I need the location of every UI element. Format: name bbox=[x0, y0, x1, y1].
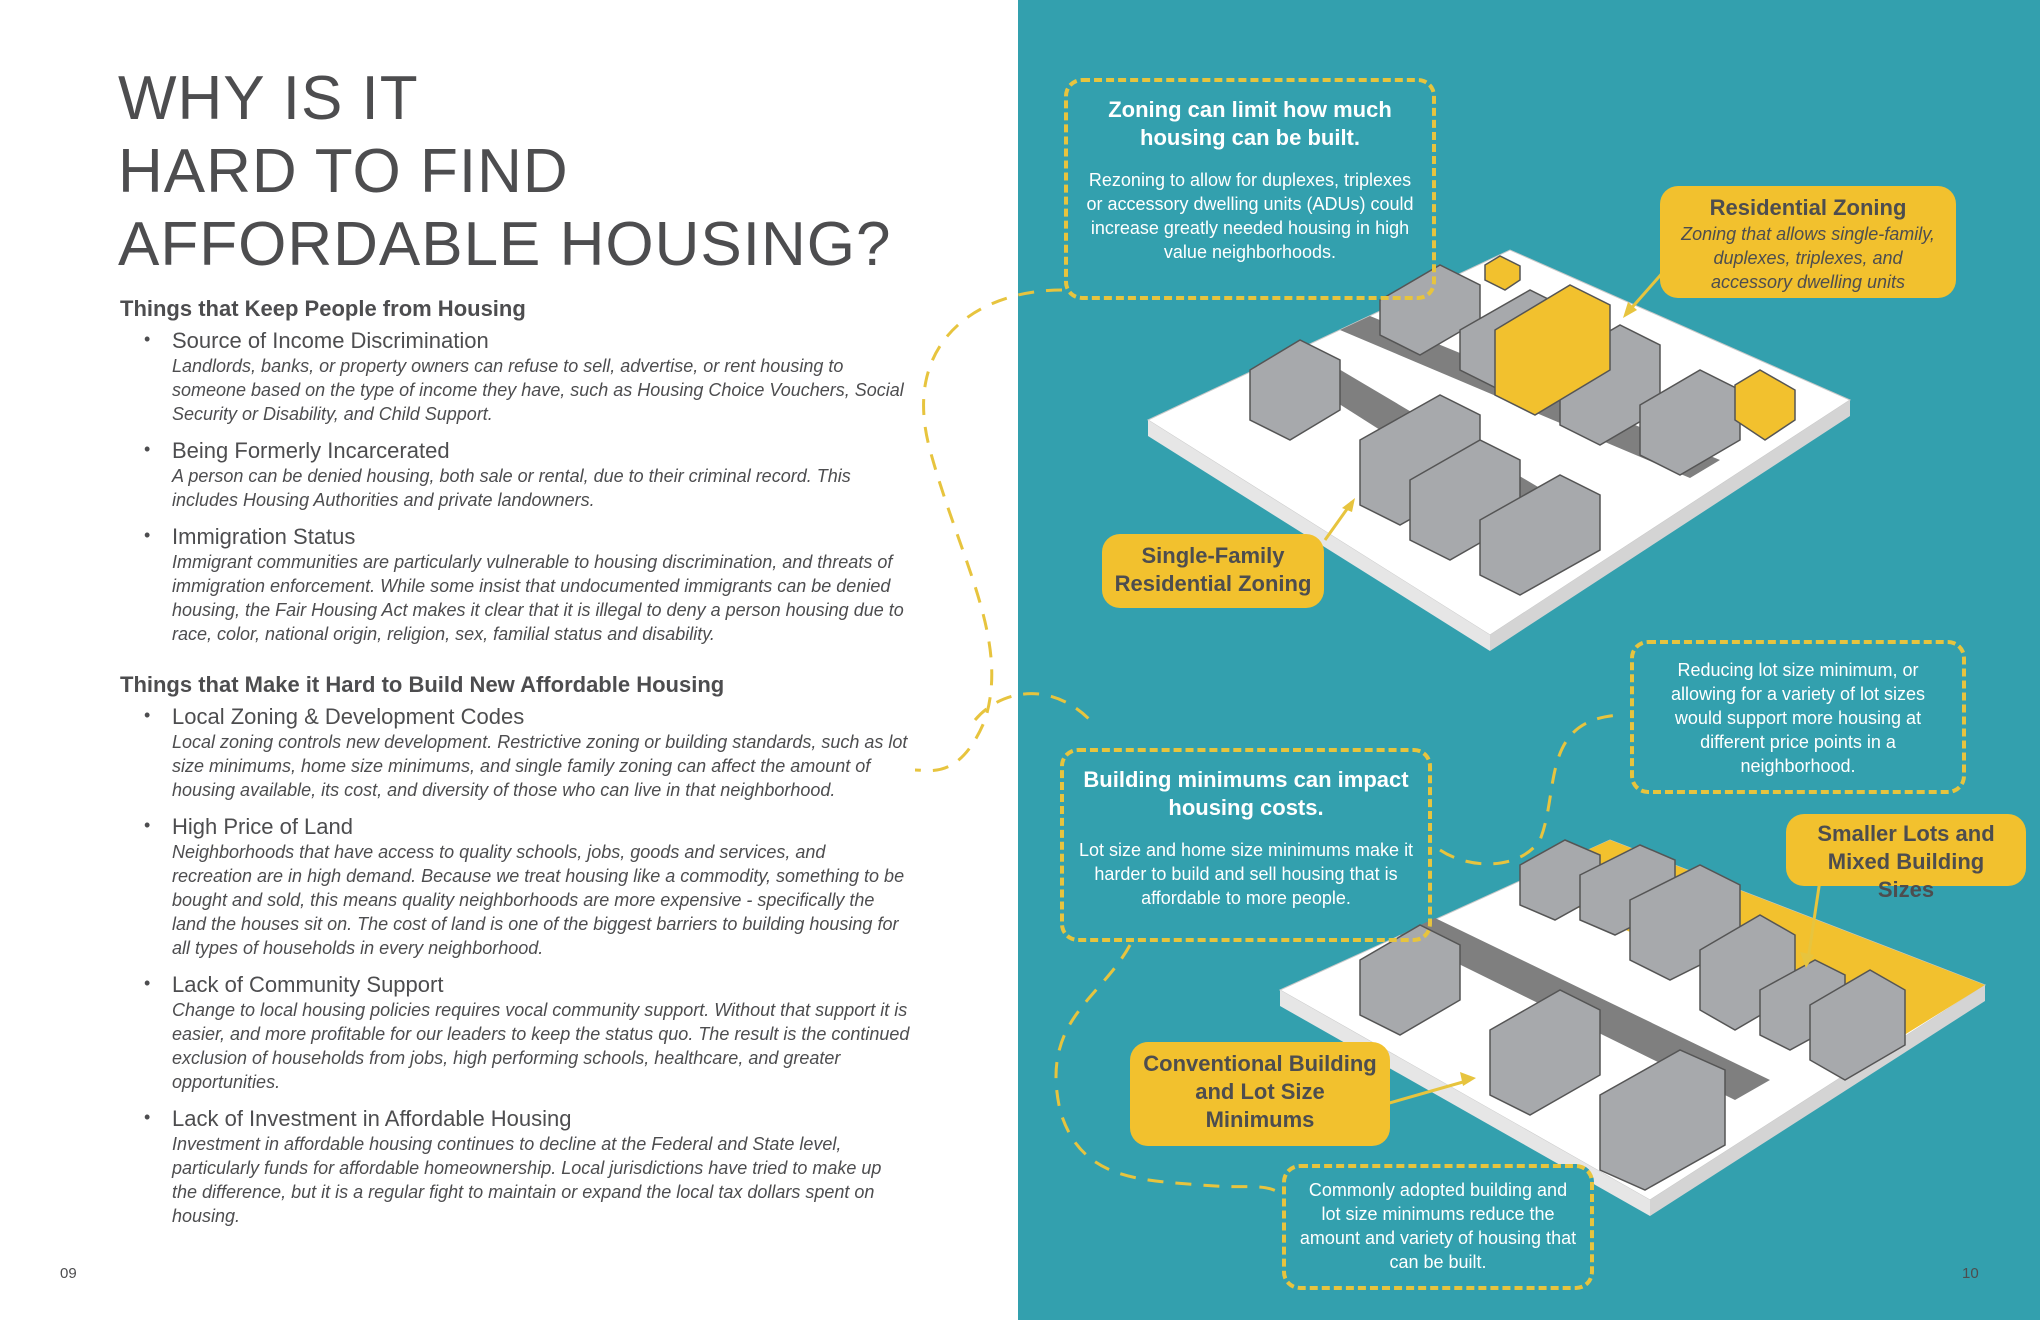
callout-body: Reducing lot size minimum, or allowing for a variety of lot sizes would support more housing at different price points in a neighborhood. bbox=[1670, 660, 1926, 776]
callout-commonly-adopted bbox=[1282, 1164, 1594, 1290]
item-description: Local zoning controls new development. Restrictive zoning or building standards, such as lot size minimums, home size minimums, and single family zoning can affect the amount of housing available, its cost, and diversity of those who can live in that neighborhood. bbox=[172, 732, 908, 800]
section-heading: Things that Keep People from Housing bbox=[120, 296, 526, 321]
list-item bbox=[172, 1106, 910, 1228]
item-title: • Local Zoning & Development Codes bbox=[172, 704, 525, 729]
item-description: Landlords, banks, or property owners can refuse to sell, advertise, or rent housing to someone based on the type of income they have, such as Housing Choice Vouchers, Social Security or Disability, and Child Support. bbox=[172, 356, 904, 424]
title-line-1: WHY IS IT bbox=[118, 64, 419, 133]
list-item bbox=[172, 704, 910, 802]
page-number-right: 10 bbox=[1962, 1265, 1979, 1282]
label-conventional bbox=[1130, 1042, 1390, 1146]
item-title: • Lack of Community Support bbox=[172, 972, 444, 997]
callout-body: Commonly adopted building and lot size minimums reduce the amount and variety of housing that can be built. bbox=[1299, 1180, 1577, 1272]
list-item bbox=[172, 328, 910, 426]
callout-body: Lot size and home size minimums make it harder to build and sell housing that is affordable to more people. bbox=[1078, 840, 1414, 908]
item-title: • Immigration Status bbox=[172, 524, 356, 549]
callout-title: Zoning can limit how much housing can be built. bbox=[1108, 97, 1392, 150]
label-title: Smaller Lots and Mixed Building Sizes bbox=[1817, 821, 1995, 902]
item-title: • High Price of Land bbox=[172, 814, 353, 839]
callout-reducing-lot bbox=[1630, 640, 1966, 794]
item-title: • Source of Income Discrimination bbox=[172, 328, 489, 353]
list-item bbox=[172, 438, 910, 512]
callout-building-minimums bbox=[1060, 748, 1432, 942]
title-line-2: HARD TO FIND bbox=[118, 137, 569, 206]
title-line-3: AFFORDABLE HOUSING? bbox=[118, 210, 892, 279]
callout-body: Rezoning to allow for duplexes, triplexes or accessory dwelling units (ADUs) could increase greatly needed housing in high value neighborhoods. bbox=[1086, 170, 1414, 262]
label-residential-zoning bbox=[1660, 186, 1956, 298]
list-item bbox=[172, 814, 910, 960]
section-keep-from-housing bbox=[120, 296, 910, 658]
item-title: • Lack of Investment in Affordable Housing bbox=[172, 1106, 572, 1131]
section-heading: Things that Make it Hard to Build New Affordable Housing bbox=[120, 672, 725, 697]
list-item bbox=[172, 972, 910, 1094]
item-description: Change to local housing policies requires vocal community support. Without that support it is easier, and more profitable for our leaders to keep the status quo. The result is the continued exclusion of households from jobs, high performing schools, healthcare, and greater opportunities. bbox=[172, 1000, 910, 1092]
callout-zoning-limit bbox=[1064, 78, 1436, 300]
label-subtitle: Zoning that allows single-family, duplexes, triplexes, and accessory dwelling units bbox=[1681, 224, 1935, 292]
item-title: • Being Formerly Incarcerated bbox=[172, 438, 450, 463]
section-hard-to-build bbox=[120, 672, 910, 1240]
label-title: Conventional Building and Lot Size Minimums bbox=[1143, 1051, 1377, 1132]
page-number-left: 09 bbox=[60, 1265, 77, 1282]
item-description: Neighborhoods that have access to quality schools, jobs, goods and services, and recreation are in high demand. Because we treat housing like a commodity, something to be bought and sold, this means quality neighborhoods are more expensive - specifically the land the houses sit on. The cost of land is one of the biggest barriers to building housing for all types of households in every neighborhood. bbox=[172, 842, 905, 958]
label-title: Single-Family Residential Zoning bbox=[1114, 543, 1312, 596]
callout-title: Building minimums can impact housing costs. bbox=[1083, 767, 1409, 820]
item-description: Investment in affordable housing continues to decline at the Federal and State level, particularly funds for affordable homeownership. Local jurisdictions have tried to make up the difference, but it is a regular fight to maintain or expand the local tax dollars spent on housing. bbox=[172, 1134, 882, 1226]
label-single-family bbox=[1102, 534, 1324, 608]
item-description: A person can be denied housing, both sale or rental, due to their criminal record. This includes Housing Authorities and private landowners. bbox=[172, 466, 851, 510]
item-description: Immigrant communities are particularly vulnerable to housing discrimination, and threats of immigration enforcement. While some insist that undocumented immigrants can be denied housing, the Fair Housing Act makes it clear that it is illegal to deny a person housing due to race, color, national origin, religion, sex, familial status and disability. bbox=[172, 552, 904, 644]
label-smaller-lots bbox=[1786, 814, 2026, 902]
page-title bbox=[118, 62, 891, 281]
label-title: Residential Zoning bbox=[1709, 195, 1907, 220]
list-item bbox=[172, 524, 910, 646]
